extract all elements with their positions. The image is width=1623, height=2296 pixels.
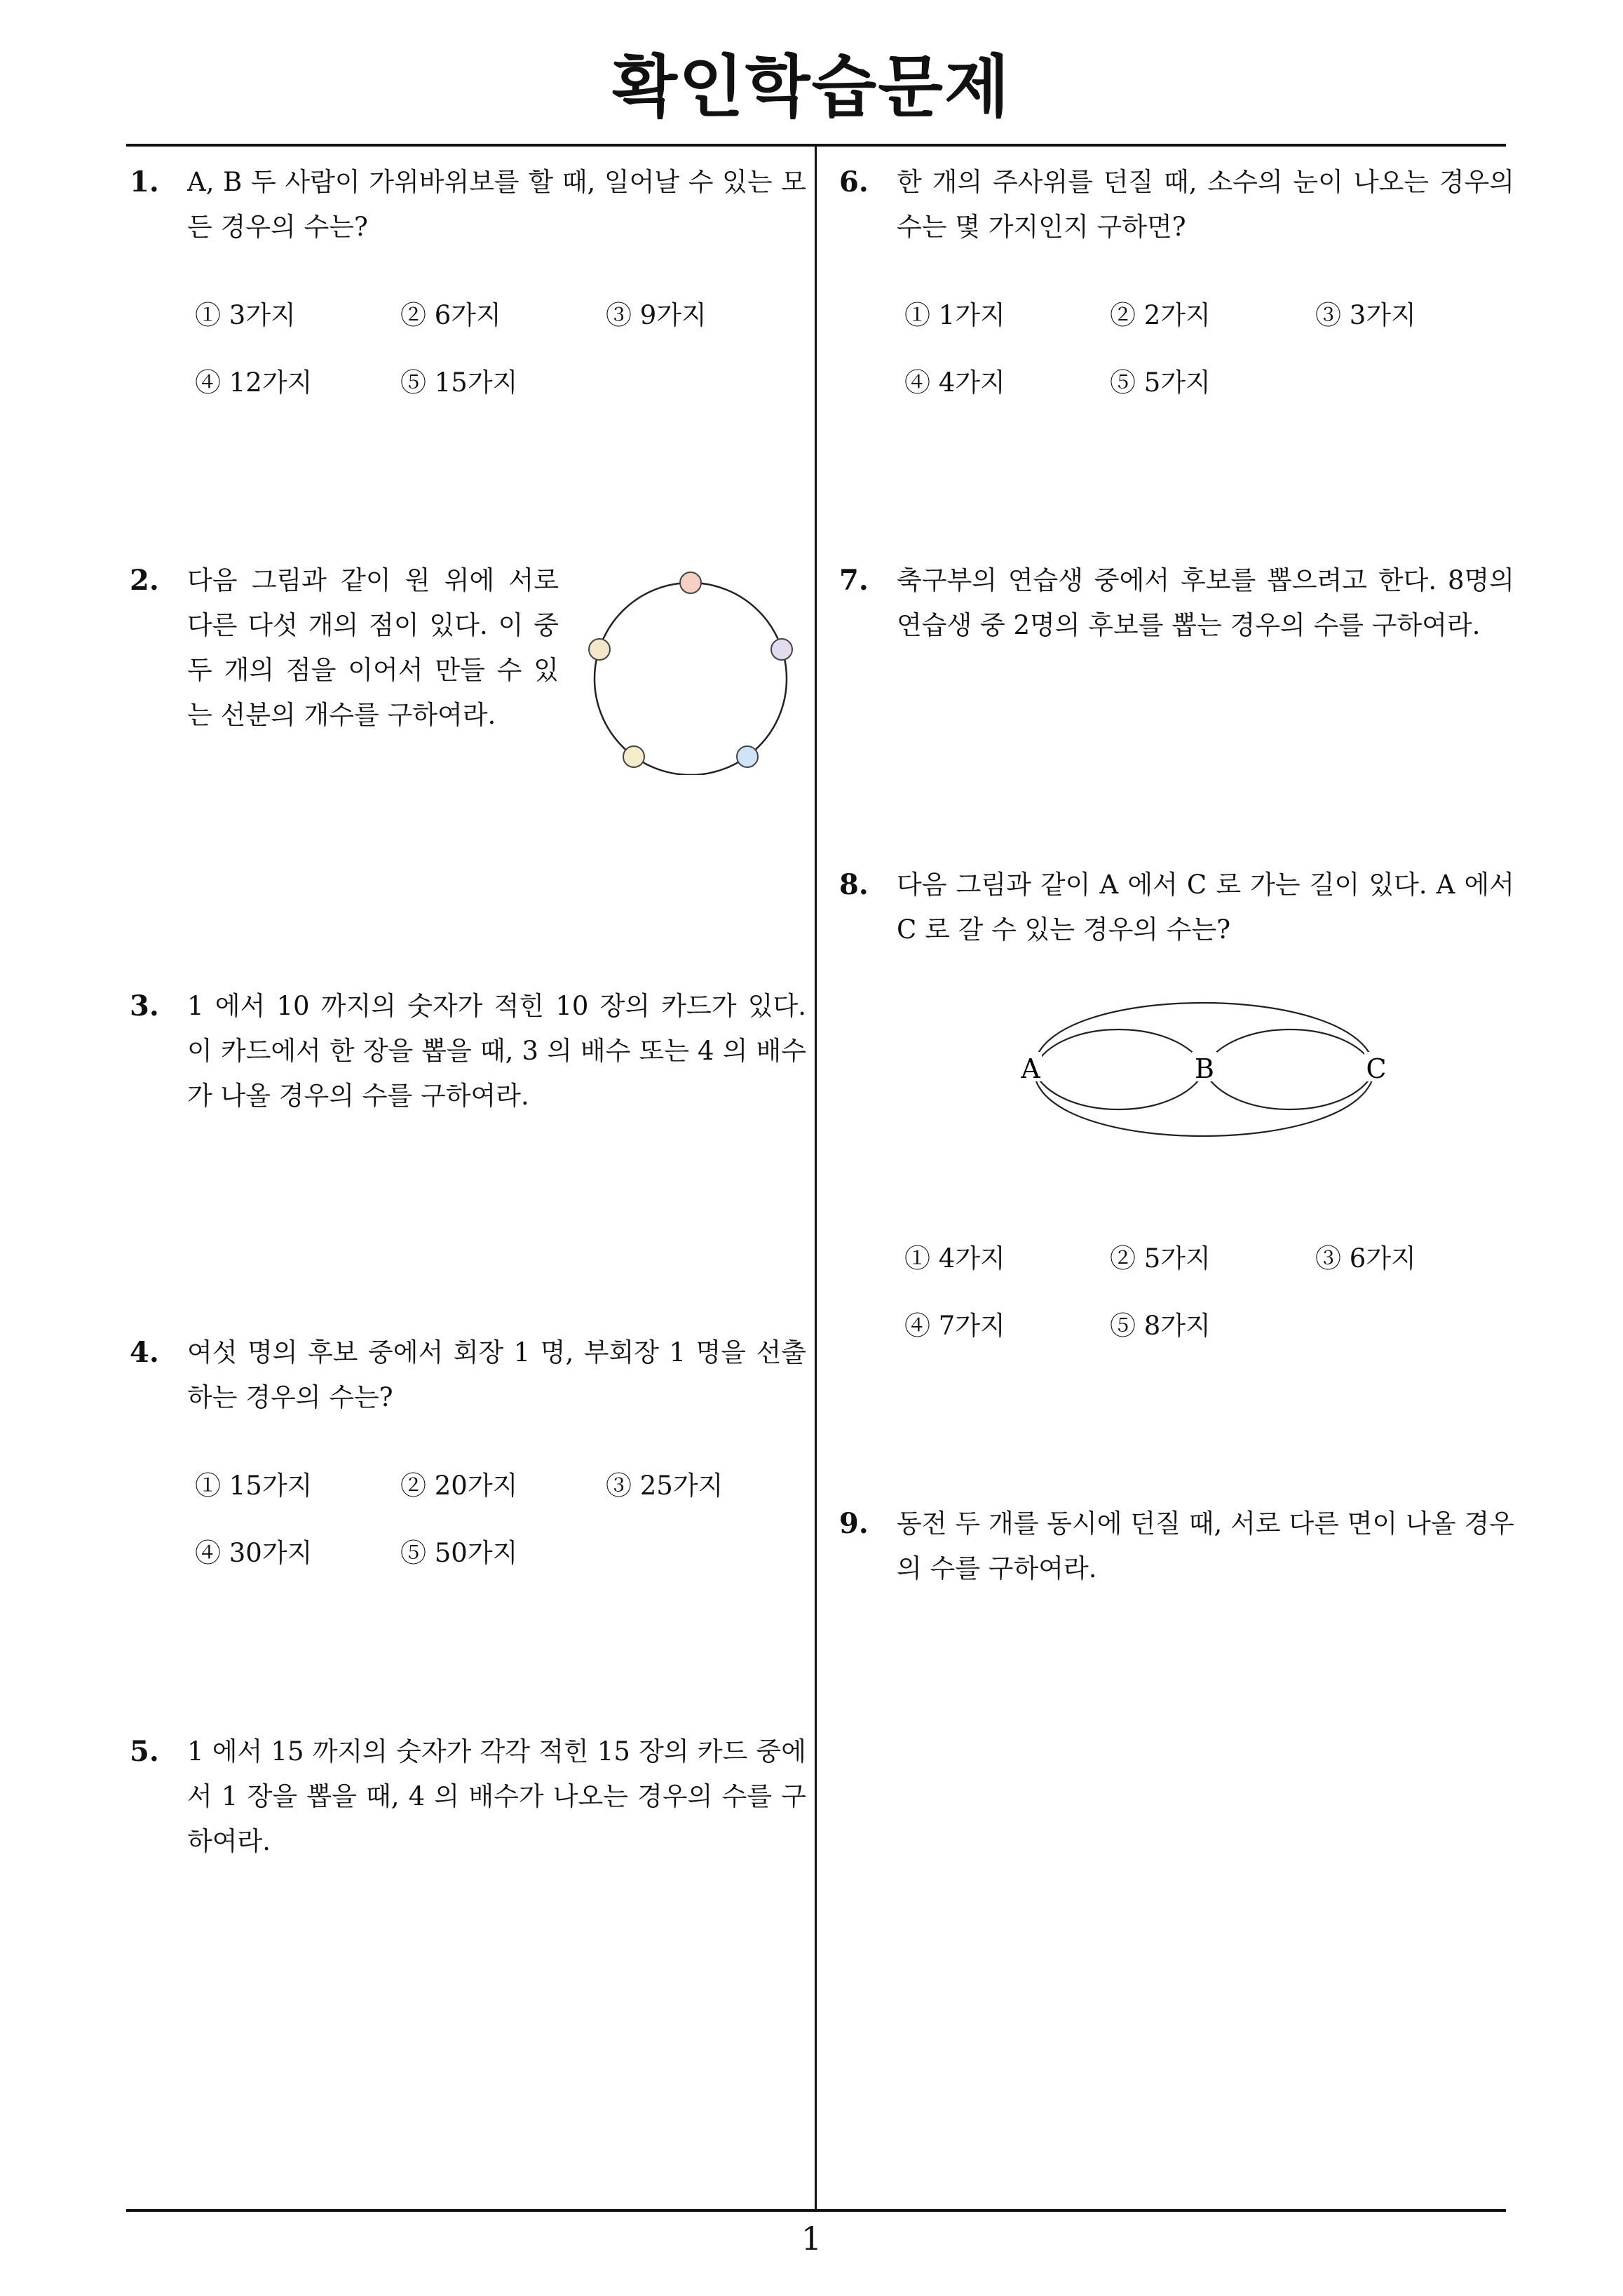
question-text: 1 에서 15 까지의 숫자가 각각 적힌 15 장의 카드 중에서 1 장을 뽑을 때, 4 의 배수가 나오는 경우의 수를 구하여라. bbox=[187, 1736, 806, 1856]
question-number: 5. bbox=[130, 1735, 159, 1768]
question-text: 다음 그림과 같이 원 위에 서로 다른 다섯 개의 점이 있다. 이 중 두 개의 점을 이어서 만들 수 있는 선분의 개수를 구하여라. bbox=[187, 565, 559, 730]
choice-4[interactable]: ④ 30가지 bbox=[195, 1538, 313, 1568]
point bbox=[589, 639, 610, 660]
choice-5[interactable]: ⑤ 8가지 bbox=[1110, 1311, 1211, 1341]
route-diagram bbox=[1017, 968, 1395, 1185]
question-7 bbox=[839, 558, 1514, 648]
choice-5[interactable]: ⑤ 15가지 bbox=[400, 367, 518, 398]
question-number: 3. bbox=[130, 990, 159, 1022]
question-text: 축구부의 연습생 중에서 후보를 뽑으려고 한다. 8명의 연습생 중 2명의 후보를 뽑는 경우의 수를 구하여라. bbox=[897, 565, 1514, 640]
circle bbox=[595, 583, 787, 775]
choice-3[interactable]: ③ 6가지 bbox=[1315, 1243, 1416, 1274]
choice-5[interactable]: ⑤ 5가지 bbox=[1110, 367, 1211, 398]
question-number: 2. bbox=[130, 564, 159, 597]
route-b-c-upper bbox=[1204, 1029, 1374, 1067]
column-divider bbox=[815, 144, 817, 2210]
choice-3[interactable]: ③ 9가지 bbox=[606, 300, 707, 330]
question-2 bbox=[130, 558, 559, 738]
page-number: 1 bbox=[801, 2220, 822, 2257]
choice-1[interactable]: ① 15가지 bbox=[195, 1471, 313, 1501]
choice-1[interactable]: ① 3가지 bbox=[195, 300, 296, 330]
circle-points-figure bbox=[585, 565, 796, 775]
choice-2[interactable]: ② 20가지 bbox=[400, 1471, 518, 1501]
point bbox=[771, 639, 792, 660]
question-number: 9. bbox=[839, 1507, 869, 1540]
choice-3[interactable]: ③ 3가지 bbox=[1315, 300, 1416, 330]
route-a-b-upper bbox=[1034, 1029, 1204, 1067]
question-5 bbox=[130, 1729, 806, 1864]
point-label-c: C bbox=[1366, 1053, 1387, 1084]
point-label-a: A bbox=[1021, 1053, 1040, 1084]
question-number: 7. bbox=[839, 564, 869, 597]
question-number: 8. bbox=[839, 868, 869, 901]
page-title: 확인학습문제 bbox=[612, 48, 1011, 126]
question-4 bbox=[130, 1330, 806, 1568]
point-label-b: B bbox=[1195, 1053, 1214, 1084]
question-text: 동전 두 개를 동시에 던질 때, 서로 다른 면이 나올 경우의 수를 구하여라. bbox=[897, 1508, 1514, 1583]
question-text: 한 개의 주사위를 던질 때, 소수의 눈이 나오는 경우의 수는 몇 가지인지 구하면? bbox=[897, 167, 1514, 242]
question-1 bbox=[130, 160, 806, 398]
point bbox=[737, 746, 758, 767]
question-text: 1 에서 10 까지의 숫자가 적힌 10 장의 카드가 있다. 이 카드에서 한 장을 뽑을 때, 3 의 배수 또는 4 의 배수가 나올 경우의 수를 구하여라. bbox=[187, 991, 806, 1111]
choice-4[interactable]: ④ 4가지 bbox=[904, 367, 1005, 398]
choice-5[interactable]: ⑤ 50가지 bbox=[400, 1538, 518, 1568]
question-9 bbox=[839, 1501, 1514, 1591]
question-text: 다음 그림과 같이 A 에서 C 로 가는 길이 있다. A 에서 C 로 갈 수 있는 경우의 수는? bbox=[897, 870, 1514, 945]
question-3 bbox=[130, 984, 806, 1119]
point bbox=[680, 572, 701, 593]
question-number: 6. bbox=[839, 166, 869, 198]
route-a-b-lower bbox=[1034, 1072, 1204, 1109]
route-b-c-lower bbox=[1204, 1072, 1374, 1109]
question-number: 1. bbox=[130, 166, 159, 198]
point bbox=[623, 746, 644, 767]
choice-1[interactable]: ① 4가지 bbox=[904, 1243, 1005, 1274]
choice-4[interactable]: ④ 7가지 bbox=[904, 1311, 1005, 1341]
choice-2[interactable]: ② 5가지 bbox=[1110, 1243, 1211, 1274]
choice-3[interactable]: ③ 25가지 bbox=[606, 1471, 724, 1501]
choice-4[interactable]: ④ 12가지 bbox=[195, 367, 313, 398]
bottom-rule bbox=[126, 2209, 1506, 2212]
question-text: A, B 두 사람이 가위바위보를 할 때, 일어날 수 있는 모든 경우의 수는? bbox=[187, 167, 806, 242]
question-6 bbox=[839, 160, 1514, 398]
choice-2[interactable]: ② 6가지 bbox=[400, 300, 501, 330]
question-number: 4. bbox=[130, 1336, 159, 1369]
question-8 bbox=[839, 863, 1514, 952]
choice-2[interactable]: ② 2가지 bbox=[1110, 300, 1211, 330]
question-text: 여섯 명의 후보 중에서 회장 1 명, 부회장 1 명을 선출하는 경우의 수는? bbox=[187, 1337, 806, 1412]
choice-1[interactable]: ① 1가지 bbox=[904, 300, 1005, 330]
